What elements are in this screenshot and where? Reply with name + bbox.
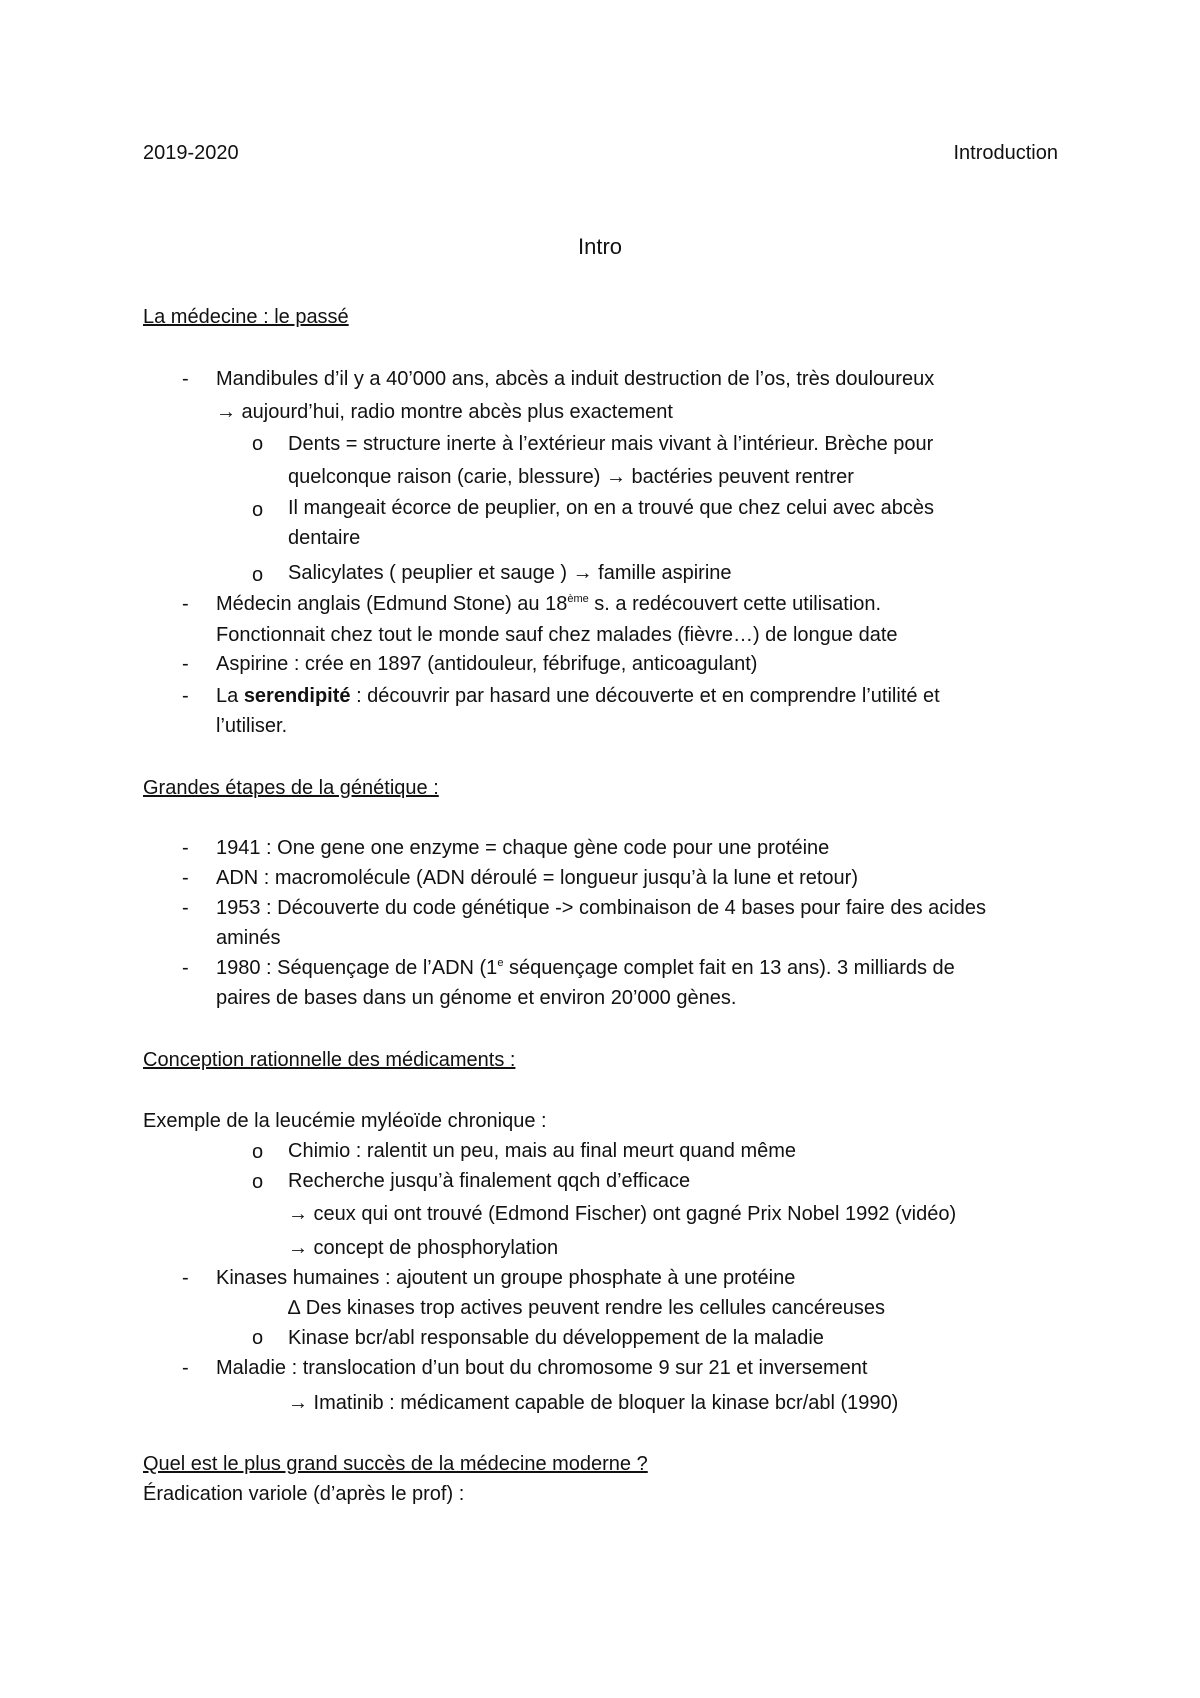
list-bullet: o [252,499,264,521]
list-item: Il mangeait écorce de peuplier, on en a trouvé que chez celui avec abcès [288,497,934,519]
paragraph-variole: Éradication variole (d’après le prof) : [143,1483,465,1505]
list-item: dentaire [288,527,361,549]
list-item: Kinases humaines : ajoutent un groupe phosphate à une protéine [216,1267,796,1289]
list-item: Salicylates ( peuplier et sauge ) → famille aspirine [288,562,732,584]
list-bullet: o [252,433,264,455]
list-item: quelconque raison (carie, blessure) → bactéries peuvent rentrer [288,466,854,488]
header-section: Introduction [953,142,1058,164]
list-item: Dents = structure inerte à l’extérieur mais vivant à l’intérieur. Brèche pour [288,433,934,455]
list-item: Maladie : translocation d’un bout du chromosome 9 sur 21 et inversement [216,1357,868,1379]
list-dash: - [182,867,189,889]
list-dash: - [182,837,189,859]
list-item: ∆ Des kinases trop actives peuvent rendre les cellules cancéreuses [288,1297,885,1319]
list-item: 1953 : Découverte du code génétique -> combinaison de 4 bases pour faire des acides [216,897,986,919]
section-heading-genetique: Grandes étapes de la génétique : [143,777,439,799]
list-item: Fonctionnait chez tout le monde sauf chez malades (fièvre…) de longue date [216,624,898,646]
list-dash: - [182,1357,189,1379]
list-item: Médecin anglais (Edmund Stone) au 18ème s. a redécouvert cette utilisation. [216,593,882,615]
list-item: La serendipité : découvrir par hasard une découverte et en comprendre l’utilité et [216,685,940,707]
list-dash: - [182,653,189,675]
list-bullet: o [252,1141,264,1163]
list-item: l’utiliser. [216,715,288,737]
list-item: → aujourd’hui, radio montre abcès plus exactement [216,401,673,423]
list-item: 1980 : Séquençage de l’ADN (1e séquençage complet fait en 13 ans). 3 milliards de [216,957,955,979]
list-dash: - [182,593,189,615]
list-item: aminés [216,927,281,949]
paragraph-intro: Exemple de la leucémie myléoïde chronique : [143,1110,547,1132]
list-dash: - [182,957,189,979]
list-item: → Imatinib : médicament capable de bloquer la kinase bcr/abl (1990) [288,1392,899,1414]
list-bullet: o [252,564,264,586]
list-item: Kinase bcr/abl responsable du développement de la maladie [288,1327,824,1349]
list-item: → concept de phosphorylation [288,1237,559,1259]
header-year: 2019-2020 [143,142,239,164]
section-heading-medecine-passe: La médecine : le passé [143,306,349,328]
list-item: paires de bases dans un génome et environ 20’000 gènes. [216,987,737,1009]
list-bullet: o [252,1327,264,1349]
list-item: ADN : macromolécule (ADN déroulé = longueur jusqu’à la lune et retour) [216,867,858,889]
list-item: 1941 : One gene one enzyme = chaque gène code pour une protéine [216,837,830,859]
section-heading-succes: Quel est le plus grand succès de la médecine moderne ? [143,1453,648,1475]
list-dash: - [182,368,189,390]
list-item: Recherche jusqu’à finalement qqch d’efficace [288,1170,691,1192]
list-item: Chimio : ralentit un peu, mais au final meurt quand même [288,1140,797,1162]
list-dash: - [182,897,189,919]
list-item: Mandibules d’il y a 40’000 ans, abcès a induit destruction de l’os, très douloureux [216,368,935,390]
page-title: Intro [577,234,623,259]
section-heading-conception: Conception rationnelle des médicaments : [143,1049,516,1071]
list-dash: - [182,1267,189,1289]
list-dash: - [182,685,189,707]
list-bullet: o [252,1171,264,1193]
list-item: → ceux qui ont trouvé (Edmond Fischer) ont gagné Prix Nobel 1992 (vidéo) [288,1203,957,1225]
list-item: Aspirine : crée en 1897 (antidouleur, fébrifuge, anticoagulant) [216,653,758,675]
